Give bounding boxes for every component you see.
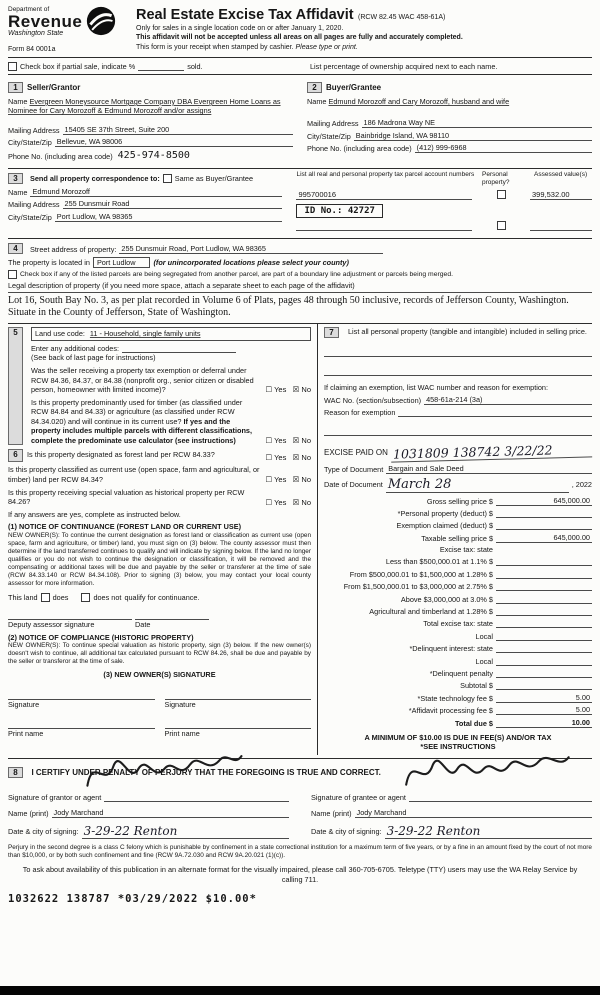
forest-land-section bbox=[8, 449, 311, 737]
forest-land-question: Is this property designated as forest land per RCW 84.33? bbox=[27, 450, 215, 460]
dept-of-label: Department of bbox=[8, 6, 50, 13]
ownership-percentage-note: List percentage of ownership acquired next to each name. bbox=[310, 62, 498, 71]
date-of-document-year: , 2022 bbox=[571, 480, 592, 490]
header-note-3 bbox=[136, 43, 592, 52]
seller-name-label: Name bbox=[8, 97, 28, 106]
main-columns bbox=[8, 323, 592, 755]
header-note-1: Only for sales in a single location code on or after January 1, 2020. bbox=[136, 25, 344, 32]
personal-property-line-2[interactable] bbox=[324, 366, 592, 376]
seller-mailing-value[interactable]: 15405 SE 37th Street, Suite 200 bbox=[63, 125, 293, 135]
does-label: does bbox=[52, 592, 69, 602]
buyer-name-label: Name bbox=[307, 97, 327, 106]
tier4-value[interactable] bbox=[496, 594, 592, 604]
deputy-date-label: Date bbox=[135, 619, 151, 629]
timber-question-text: Is this property predominantly used for timber (as classified under RCW 84.84 and 84.33) or agriculture (as classified under RCW 84.34.020) and will continue in its current use? bbox=[31, 397, 243, 426]
excise-tax-state-spacer bbox=[496, 545, 592, 554]
header-note-3b: Please type or print. bbox=[295, 43, 358, 51]
agency-text bbox=[8, 6, 82, 37]
id-number-stamp: ID No.: 42727 bbox=[296, 204, 382, 218]
fee-label-10: Total excise tax: state bbox=[423, 619, 493, 629]
taxable-selling-price-value[interactable]: 645,000.00 bbox=[496, 533, 592, 543]
seller-csz-label: City/State/Zip bbox=[8, 138, 52, 148]
new-owners-signature-title: (3) NEW OWNER(S) SIGNATURE bbox=[103, 670, 216, 680]
fee-label-15: Subtotal $ bbox=[460, 681, 493, 691]
corr-mailing-value[interactable]: 255 Dunsmuir Road bbox=[63, 199, 283, 209]
section-8-number: 8 bbox=[8, 767, 23, 778]
buyer-csz-label: City/State/Zip bbox=[307, 131, 351, 141]
reason-exemption-field[interactable] bbox=[398, 407, 592, 417]
assessed-value-field-2[interactable] bbox=[530, 221, 592, 231]
affidavit-processing-fee-value[interactable]: 5.00 bbox=[496, 705, 592, 715]
new-owner-signature-field-1[interactable] bbox=[8, 690, 155, 700]
right-column bbox=[318, 324, 592, 755]
buyer-phone-label: Phone No. (including area code) bbox=[307, 144, 412, 154]
new-owner-printname-field-1[interactable] bbox=[8, 719, 155, 729]
buyer-name-value[interactable]: Edmund Morozoff and Cary Morozoff, husband and wife bbox=[328, 97, 510, 106]
section-4-number: 4 bbox=[8, 243, 23, 254]
legal-description-label: Legal description of property (if you need more space, attach a separate sheet to each page of the affidavit) bbox=[8, 281, 592, 292]
property-section bbox=[8, 238, 592, 320]
correspondence-parcels-block bbox=[8, 168, 592, 235]
date-of-document-label: Date of Document bbox=[324, 480, 383, 490]
wac-label: WAC No. (section/subsection) bbox=[324, 395, 422, 405]
form-title: Real Estate Excise Tax Affidavit bbox=[136, 7, 354, 23]
notice-continuance-body: NEW OWNER(S): To continue the current designation as forest land or classification as current use (open space, farm and agriculture, or timber) land, you must sign on (3) below. The county assessor must then determine if the land transferred continues to qualify and will indicate by signing below. If the land no longer qualifies or you do not wish to continue the designation or classification, it will be removed and the compensating or additional taxes will be due and payable by the seller or transferer at the time of sale (RCW 84.33.140 or RCW 84.34.108). Prior to signing (3) below, you may contact your local county assessor for more information. bbox=[8, 531, 311, 587]
personal-property-deduct-value[interactable] bbox=[496, 508, 592, 518]
seller-mailing-label: Mailing Address bbox=[8, 125, 60, 135]
fee-label-4: Excise tax: state bbox=[439, 545, 493, 555]
seller-csz-value[interactable]: Bellevue, WA 98006 bbox=[55, 137, 293, 147]
grantee-signature-field[interactable] bbox=[409, 792, 592, 802]
grantee-name-print-label: Name (print) bbox=[311, 809, 352, 819]
partial-sale-label: Check box if partial sale, indicate % bbox=[20, 62, 136, 71]
section-2-number: 2 bbox=[307, 82, 322, 93]
personal-property-section bbox=[324, 327, 592, 338]
minimum-due-note: A MINIMUM OF $10.00 IS DUE IN FEE(S) AND/OR TAX bbox=[364, 732, 552, 742]
certification-section bbox=[8, 758, 592, 840]
timber-question bbox=[31, 398, 260, 445]
fee-label-5: Less than $500,000.01 at 1.1% $ bbox=[385, 557, 493, 567]
forest-land-answer[interactable]: ☐ Yes ☒ No bbox=[265, 452, 311, 462]
parcel-col3-header: Assessed value(s) bbox=[534, 170, 588, 178]
state-technology-fee-value[interactable]: 5.00 bbox=[496, 693, 592, 703]
fee-label-17: *Affidavit processing fee $ bbox=[408, 706, 493, 716]
street-address-value[interactable]: 255 Dunsmuir Road, Port Ludlow, WA 98365 bbox=[119, 244, 383, 254]
corr-mailing-label: Mailing Address bbox=[8, 200, 60, 210]
corr-name-value[interactable]: Edmund Morozoff bbox=[30, 187, 282, 197]
correspondence-section bbox=[8, 169, 292, 235]
grantor-signature-label: Signature of grantor or agent bbox=[8, 793, 102, 803]
parties-block bbox=[8, 74, 592, 165]
grantor-signature-field[interactable] bbox=[104, 792, 289, 802]
parcel-col1-header: List all real and personal property tax parcel account numbers bbox=[296, 170, 475, 178]
new-owner-signature-field-2[interactable] bbox=[165, 690, 312, 700]
parcel-col2-header: Personal property? bbox=[482, 170, 510, 186]
partial-sale-checkbox[interactable] bbox=[8, 62, 17, 71]
agricultural-value[interactable] bbox=[496, 606, 592, 616]
buyer-mailing-value[interactable]: 186 Madrona Way NE bbox=[362, 118, 592, 128]
perjury-note: Perjury in the second degree is a class C felony which is punishable by confinement in a state correctional institution for a maximum term of five years, or by a fine in an amount fixed by the court of not more than $10,000, or by both such confinement and fine (RCW 9A.72.030 and RCW 9A.20.021 (1)(c)). bbox=[8, 844, 592, 860]
fee-label-3: Taxable selling price $ bbox=[421, 533, 493, 543]
section-5-number: 5 bbox=[8, 327, 23, 446]
segregated-checkbox[interactable] bbox=[8, 270, 17, 279]
grantee-signature-label: Signature of grantee or agent bbox=[311, 793, 406, 803]
deputy-date-field[interactable] bbox=[135, 610, 209, 620]
grantor-date-city-label: Date & city of signing: bbox=[8, 827, 79, 837]
form-number: Form 84 0001a bbox=[8, 46, 56, 53]
see-instructions-note: *SEE INSTRUCTIONS bbox=[420, 741, 496, 751]
notice-compliance-title: (2) NOTICE OF COMPLIANCE (HISTORIC PROPERTY) bbox=[8, 632, 194, 642]
parcel-number-field-2[interactable] bbox=[296, 221, 472, 231]
same-as-buyer-checkbox[interactable] bbox=[163, 174, 172, 183]
does-not-label: does not bbox=[93, 592, 122, 602]
print-name-label-2: Print name bbox=[164, 728, 200, 738]
section-3-number: 3 bbox=[8, 173, 23, 184]
this-land-label: This land bbox=[8, 592, 38, 602]
seller-name-value[interactable]: Evergreen Moneysource Mortgage Company DBA Evergreen Home Loans as Nominee for Cary Morozoff & Edmund Morozoff and/or assigns bbox=[8, 97, 281, 116]
agency-block bbox=[8, 6, 130, 53]
correspondence-heading: Send all property correspondence to: bbox=[30, 174, 160, 184]
accessibility-note: To ask about availability of this publication in an alternate format for the visually impaired, please call 360-705-6705. Teletype (TTY) users may use the WA Relay Service by calling 711. bbox=[22, 865, 578, 884]
located-in-note: (for unincorporated locations please select your county) bbox=[153, 257, 349, 267]
date-of-document-value[interactable]: March 28 bbox=[386, 477, 569, 493]
fee-label-2: Exemption claimed (deduct) $ bbox=[396, 521, 493, 531]
personal-property-intro: List all personal property (tangible and intangible) included in selling price. bbox=[348, 326, 587, 336]
grantee-signing-block bbox=[311, 790, 592, 840]
header-note-3a: This form is your receipt when stamped by cashier. bbox=[136, 43, 296, 51]
fee-label-1: *Personal property (deduct) $ bbox=[397, 508, 493, 518]
fee-label-0: Gross selling price $ bbox=[426, 496, 493, 506]
same-as-buyer-label: Same as Buyer/Grantee bbox=[174, 174, 254, 184]
fee-label-6: From $500,000.01 to $1,500,000 at 1.28% $ bbox=[349, 569, 493, 579]
land-use-section bbox=[8, 327, 311, 446]
delinquent-interest-local-value[interactable] bbox=[496, 656, 592, 666]
excise-paid-label: EXCISE PAID ON bbox=[324, 447, 388, 457]
section-7-number: 7 bbox=[324, 327, 339, 338]
land-use-label: Land use code: bbox=[35, 329, 85, 339]
timber-question-bold: If yes and the property includes multiple parcels with different classifications, complete the predominate use calculator (see instructions) bbox=[31, 416, 252, 445]
additional-codes-label: Enter any additional codes: bbox=[31, 344, 120, 354]
exemption-claimed-value[interactable] bbox=[496, 520, 592, 530]
located-in-select[interactable]: Port Ludlow bbox=[93, 257, 151, 268]
fee-label-8: Above $3,000,000 at 3.0% $ bbox=[400, 594, 493, 604]
section-1-number: 1 bbox=[8, 82, 23, 93]
if-yes-note: If any answers are yes, complete as instructed below. bbox=[8, 509, 181, 519]
does-checkbox[interactable] bbox=[41, 593, 50, 602]
legal-description-text[interactable]: Lot 16, South Bay No. 3, as per plat recorded in Volume 6 of Plats, pages 48 through 50 inclusive, records of Jefferson County, Washington. Situate in the County of Jefferson, State of Washington. bbox=[8, 294, 569, 319]
buyer-heading: Buyer/Grantee bbox=[326, 83, 382, 92]
total-due-value[interactable]: 10.00 bbox=[496, 718, 592, 728]
header-note-2: This affidavit will not be accepted unless all areas on all pages are fully and accurately completed. bbox=[136, 34, 463, 42]
exemption-question-answer[interactable]: ☐ Yes ☒ No bbox=[265, 385, 311, 395]
deputy-assessor-label: Deputy assessor signature bbox=[8, 619, 95, 629]
corr-name-label: Name bbox=[8, 187, 28, 197]
dept-state: Washington State bbox=[8, 30, 64, 37]
grantor-date-city-value[interactable]: 3-29-22 Renton bbox=[82, 824, 289, 839]
total-excise-state-value[interactable] bbox=[496, 618, 592, 628]
title-block bbox=[136, 6, 592, 53]
cashier-receipt-stamp: 1032622 138787 *03/29/2022 $10.00* bbox=[8, 892, 257, 905]
personal-property-checkbox-1[interactable] bbox=[497, 190, 506, 199]
grantee-name-print-value[interactable]: Jody Marchand bbox=[355, 808, 592, 818]
located-in-label: The property is located in bbox=[8, 257, 90, 267]
new-owner-printname-field-2[interactable] bbox=[165, 719, 312, 729]
signature-label-2: Signature bbox=[164, 699, 196, 709]
grantee-date-city-value[interactable]: 3-29-22 Renton bbox=[385, 824, 592, 839]
fee-label-16: *State technology fee $ bbox=[417, 693, 493, 703]
grantor-name-print-label: Name (print) bbox=[8, 809, 49, 819]
buyer-mailing-label: Mailing Address bbox=[307, 119, 359, 129]
delinquent-interest-state-value[interactable] bbox=[496, 643, 592, 653]
left-column bbox=[8, 324, 318, 755]
seller-phone-value[interactable]: 425-974-8500 bbox=[117, 149, 190, 161]
street-address-label: Street address of property: bbox=[30, 245, 117, 255]
total-excise-local-value[interactable] bbox=[496, 631, 592, 641]
section-6-number: 6 bbox=[8, 449, 23, 461]
fee-label-14: *Delinquent penalty bbox=[429, 669, 493, 678]
parcel-table bbox=[292, 169, 592, 235]
fee-label-7: From $1,500,000.01 to $3,000,000 at 2.75% $ bbox=[343, 582, 493, 592]
grantor-signing-block bbox=[8, 790, 289, 840]
assessed-value-1[interactable]: 399,532.00 bbox=[530, 190, 592, 200]
land-use-value[interactable]: 11 - Household, single family units bbox=[89, 329, 201, 339]
does-not-checkbox[interactable] bbox=[81, 593, 90, 602]
see-back-note: (See back of last page for instructions) bbox=[31, 353, 156, 363]
tier2-value[interactable] bbox=[496, 569, 592, 579]
subtotal-value[interactable] bbox=[496, 680, 592, 690]
seller-section bbox=[8, 75, 303, 165]
type-of-document-label: Type of Document bbox=[324, 465, 384, 475]
dept-name: Revenue bbox=[8, 12, 83, 31]
fee-label-18: Total due $ bbox=[455, 718, 493, 728]
type-of-document-value[interactable]: Bargain and Sale Deed bbox=[386, 464, 592, 474]
buyer-phone-value[interactable]: (412) 999-6968 bbox=[415, 143, 592, 153]
timber-question-answer[interactable]: ☐ Yes ☒ No bbox=[265, 436, 311, 446]
current-use-question: Is this property classified as current use (open space, farm and agricultural, or timber) land per RCW 84.34? bbox=[8, 465, 260, 484]
form-header bbox=[8, 6, 592, 53]
historic-answer[interactable]: ☐ Yes ☒ No bbox=[265, 497, 311, 507]
certification-title: I CERTIFY UNDER PENALTY OF PERJURY THAT THE FOREGOING IS TRUE AND CORRECT. bbox=[31, 767, 381, 777]
tier1-value[interactable] bbox=[496, 556, 592, 566]
notice-continuance-title: (1) NOTICE OF CONTINUANCE (FOREST LAND OR CURRENT USE) bbox=[8, 522, 242, 532]
reason-exemption-line-2[interactable] bbox=[324, 426, 592, 436]
buyer-csz-value[interactable]: Bainbridge Island, WA 98110 bbox=[354, 131, 592, 141]
gross-selling-price-value[interactable]: 645,000.00 bbox=[496, 496, 592, 506]
fee-label-9: Agricultural and timberland at 1.28% $ bbox=[369, 607, 493, 617]
buyer-section bbox=[303, 75, 592, 165]
excise-fee-table bbox=[324, 496, 592, 728]
partial-sale-suffix: sold. bbox=[187, 62, 203, 71]
dor-logo-icon bbox=[86, 6, 116, 36]
personal-property-checkbox-2[interactable] bbox=[497, 221, 506, 230]
scan-edge-bar bbox=[0, 986, 600, 995]
corr-csz-label: City/State/Zip bbox=[8, 212, 52, 222]
additional-codes-field[interactable] bbox=[122, 343, 236, 353]
grantee-date-city-label: Date & city of signing: bbox=[311, 827, 382, 837]
partial-sale-row bbox=[8, 57, 592, 71]
grantor-name-print-value[interactable]: Jody Marchand bbox=[52, 808, 289, 818]
current-use-answer[interactable]: ☐ Yes ☒ No bbox=[265, 475, 311, 485]
reason-exemption-label: Reason for exemption bbox=[324, 408, 396, 418]
qualify-label: qualify for continuance. bbox=[124, 592, 200, 602]
signature-label-1: Signature bbox=[8, 699, 40, 709]
parcel-number-value[interactable]: 995700016 bbox=[296, 190, 472, 200]
form-title-rcw: (RCW 82.45 WAC 458-61A) bbox=[358, 14, 446, 21]
fee-label-13: Local bbox=[475, 656, 493, 666]
wac-value[interactable]: 458-61a-214 (3a) bbox=[424, 395, 592, 405]
print-name-label-1: Print name bbox=[8, 728, 44, 738]
seller-heading: Seller/Grantor bbox=[27, 83, 81, 92]
personal-property-line-1[interactable] bbox=[324, 347, 592, 357]
corr-csz-value[interactable]: Port Ludlow, WA 98365 bbox=[55, 212, 283, 222]
exemption-question: Was the seller receiving a property tax exemption or deferral under RCW 84.36, 84.37, or 84.38 (nonprofit org., senior citizen or disabled person, homeowner with limited income)? bbox=[31, 366, 254, 394]
delinquent-penalty-value[interactable] bbox=[496, 668, 592, 678]
historic-question: Is this property receiving special valuation as historical property per RCW 84.26? bbox=[8, 487, 245, 507]
excise-paid-stamp: 1031809 138742 3/22/22 bbox=[391, 441, 592, 462]
exemption-intro: If claiming an exemption, list WAC number and reason for exemption: bbox=[324, 382, 549, 392]
fee-label-11: Local bbox=[475, 631, 493, 641]
notice-compliance-body: NEW OWNER(S): To continue special valuation as historic property, sign (3) below. If the new owner(s) doesn't wish to continue, all additional tax calculated pursuant to RCW 84.26, shall be due and payable by the seller or transferor at the time of sale. bbox=[8, 642, 311, 666]
partial-sale-percent-field[interactable] bbox=[138, 61, 184, 71]
seller-phone-label: Phone No. (including area code) bbox=[8, 151, 113, 161]
segregated-label: Check box if any of the listed parcels are being segregated from another parcel, are part of a boundary line adjustment or parcels being merged. bbox=[20, 271, 453, 279]
deputy-assessor-signature-field[interactable] bbox=[8, 610, 132, 620]
fee-label-12: *Delinquent interest: state bbox=[409, 644, 493, 654]
tier3-value[interactable] bbox=[496, 581, 592, 591]
